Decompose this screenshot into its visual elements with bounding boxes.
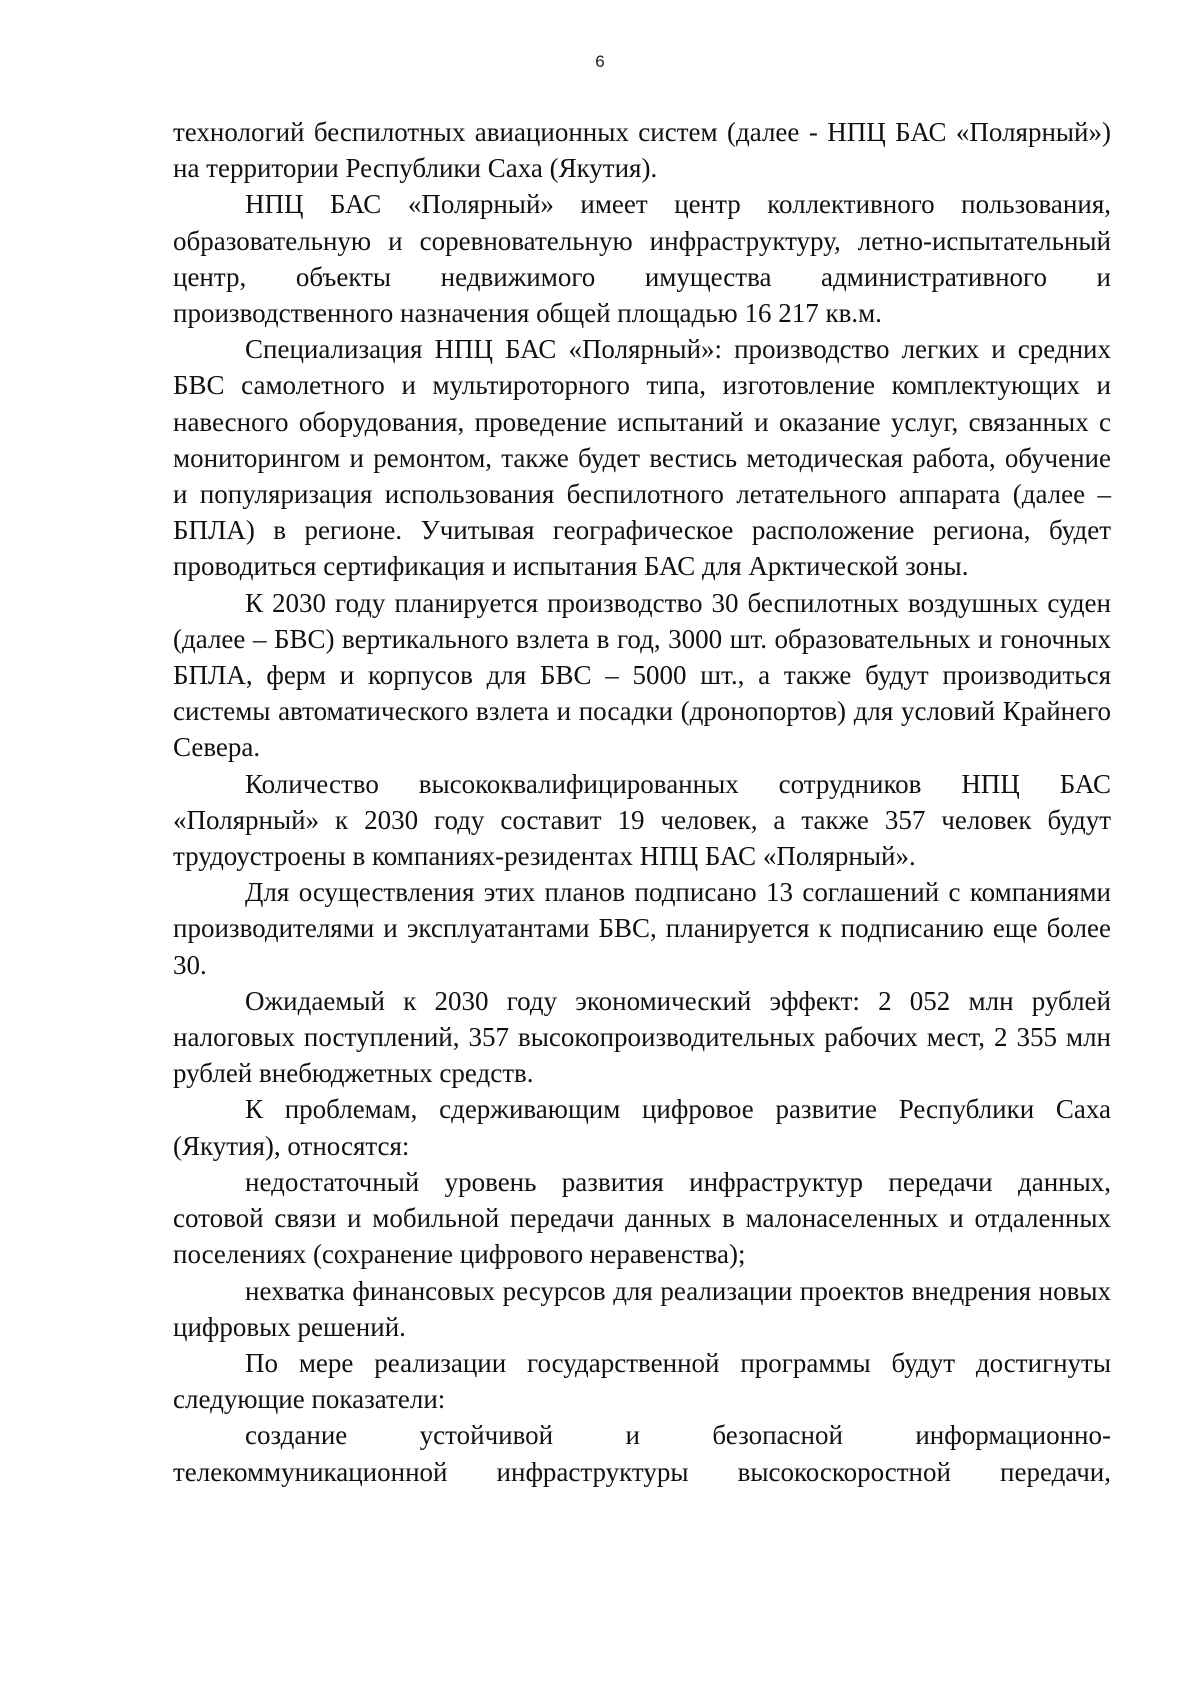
- paragraph-problem-finance: нехватка финансовых ресурсов для реализации проектов внедрения новых цифровых решений.: [173, 1275, 1111, 1342]
- paragraph-indicators-intro: По мере реализации государственной программы будут достигнуты следующие показатели:: [173, 1347, 1111, 1415]
- paragraph-specialization: Специализация НПЦ БАС «Полярный»: производство легких и средних БВС самолетного и мультироторного типа, изготовление комплектующих и навесного оборудования, проведение испытаний и оказание услуг, связанных с мониторингом и ремонтом, также будет вестись методическая работа, обучение и популяризация использования беспилотного летательного аппарата (далее – БПЛА) в регионе. Учитывая географическое расположение региона, будет проводиться сертификация и испытания БАС для Арктической зоны.: [173, 334, 1111, 582]
- page-number: 6: [595, 52, 605, 71]
- paragraph-infrastructure: НПЦ БАС «Полярный» имеет центр коллективного пользования, образовательную и соревновательную инфраструктуру, летно-испытательный центр, объекты недвижимого имущества административного и производственного назначения общей площадью 16 217 кв.м.: [173, 189, 1111, 329]
- paragraph-indicator-infrastructure: создание устойчивой и безопасной информационно-телекоммуникационной инфраструктуры высокоскоростной передачи,: [173, 1420, 1111, 1487]
- document-body: [173, 114, 1111, 1490]
- paragraph-production-plan: К 2030 году планируется производство 30 беспилотных воздушных суден (далее – БВС) вертикального взлета в год, 3000 шт. образовательных и гоночных БПЛА, ферм и корпусов для БВС – 5000 шт., а также будут производиться системы автоматического взлета и посадки (дронопортов) для условий Крайнего Севера.: [173, 587, 1111, 763]
- paragraph-economic-effect: Ожидаемый к 2030 году экономический эффект: 2 052 млн рублей налоговых поступлений, 357 высокопроизводительных рабочих мест, 2 355 млн рублей внебюджетных средств.: [173, 985, 1111, 1089]
- paragraph-problems-intro: К проблемам, сдерживающим цифровое развитие Республики Саха (Якутия), относятся:: [173, 1094, 1111, 1161]
- paragraph-problem-infrastructure: недостаточный уровень развития инфраструктур передачи данных, сотовой связи и мобильной передачи данных в малонаселенных и отдаленных поселениях (сохранение цифрового неравенства);: [173, 1166, 1111, 1270]
- paragraph-continued: технологий беспилотных авиационных систем (далее - НПЦ БАС «Полярный») на территории Республики Саха (Якутия).: [173, 117, 1111, 184]
- paragraph-staff: Количество высококвалифицированных сотрудников НПЦ БАС «Полярный» к 2030 году составит 19 человек, а также 357 человек будут трудоустроены в компаниях-резидентах НПЦ БАС «Полярный».: [173, 768, 1111, 872]
- paragraph-agreements: Для осуществления этих планов подписано 13 соглашений с компаниями производителями и эксплуатантами БВС, планируется к подписанию еще более 30.: [173, 877, 1111, 980]
